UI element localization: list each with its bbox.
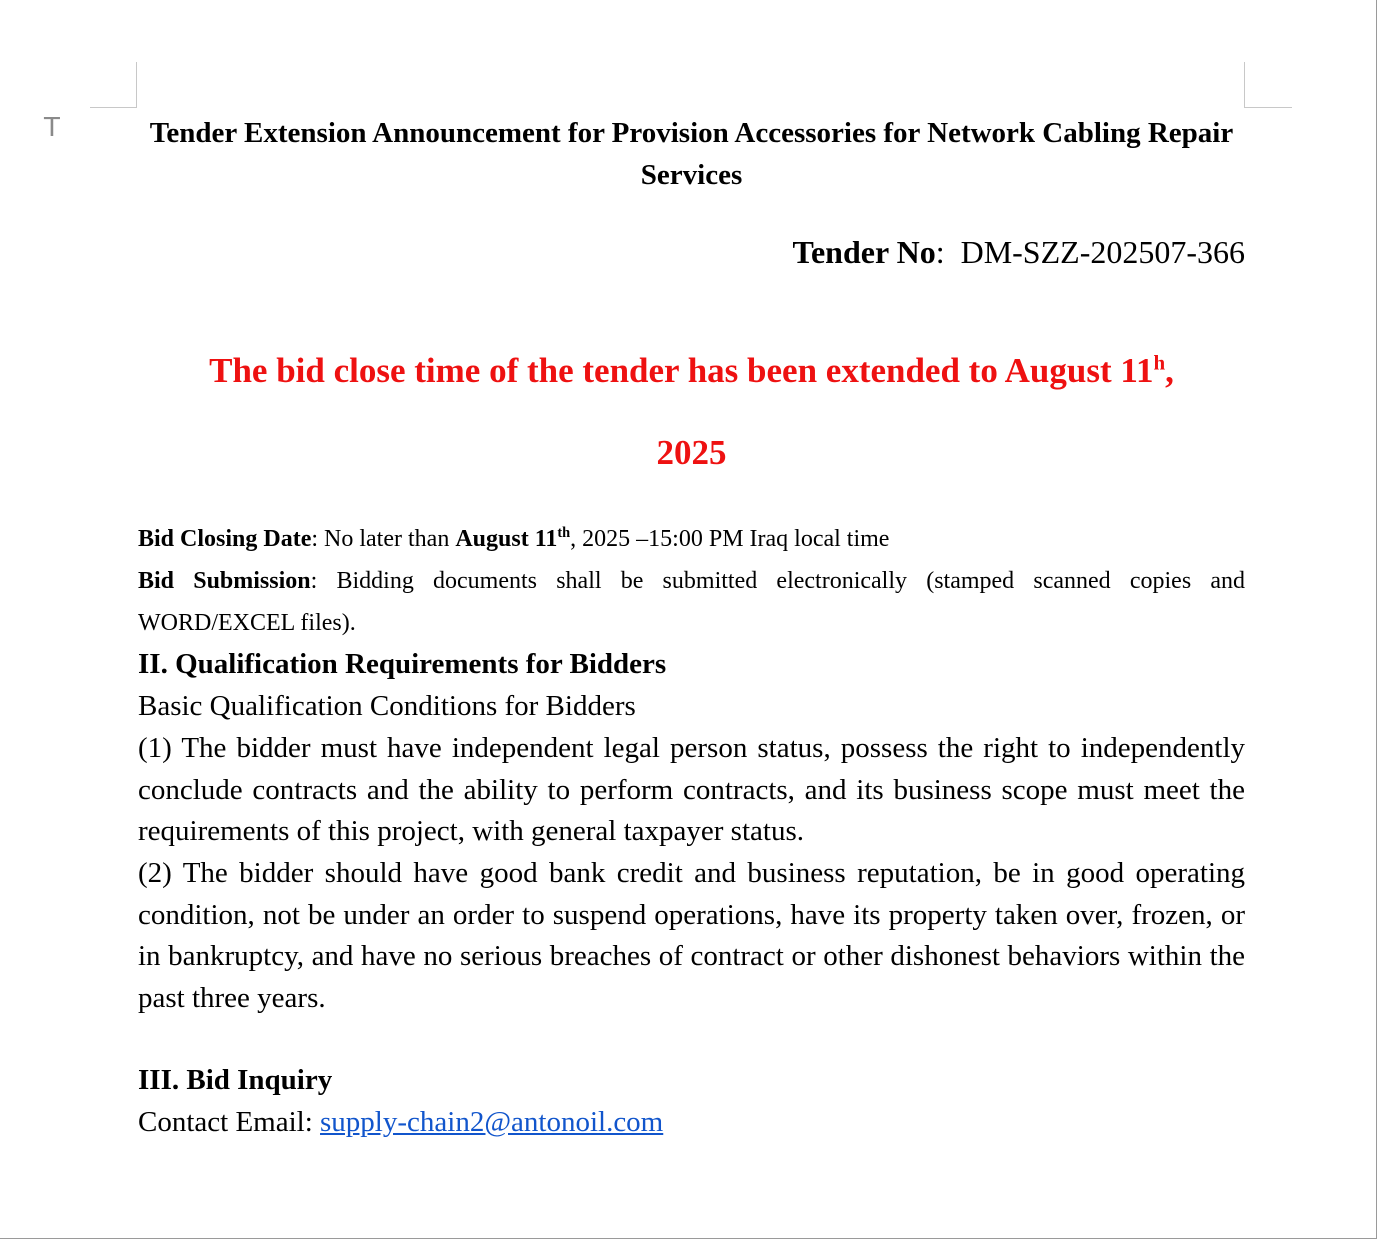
bid-closing-date-bold: August 11 <box>455 526 558 552</box>
extension-notice-year: 2025 <box>656 433 727 472</box>
bid-closing-text-before: No later than <box>318 526 456 552</box>
section-3-heading[interactable]: III. Bid Inquiry <box>138 1064 333 1096</box>
bid-closing-date-sup: th <box>557 525 571 541</box>
requirement-2[interactable]: (2) The bidder should have good bank credit and business reputation, be in good operating condition, not be under an order to suspend operations, have its property taken over, frozen, or in bankruptcy, and have no serious breaches of contract or other dishonest behaviors within the past three years. <box>138 857 1245 1014</box>
extension-notice-comma: , <box>1165 351 1174 390</box>
crop-mark-top-left-vertical <box>136 62 137 108</box>
bid-submission-text: Bidding documents shall be submitted electronically (stamped scanned copies and WORD/EXCEL files). <box>138 568 1246 636</box>
document-title[interactable]: Tender Extension Announcement for Provision Accessories for Network Cabling Repair Services <box>149 117 1234 191</box>
tender-number-label: Tender No <box>792 234 936 270</box>
extension-notice-superscript: h <box>1153 350 1166 375</box>
section-2-heading[interactable]: II. Qualification Requirements for Bidders <box>138 648 667 680</box>
tender-number[interactable] <box>138 230 1245 274</box>
text-cursor-icon: T <box>44 113 60 143</box>
bid-submission-colon: : <box>310 568 318 594</box>
bid-closing-text-after: , 2025 –15:00 PM Iraq local time <box>570 526 890 552</box>
contact-email-label: Contact Email: <box>138 1106 321 1138</box>
requirement-1[interactable]: (1) The bidder must have independent legal person status, possess the right to independently conclude contracts and the ability to perform contracts, and its business scope must meet the requirements of this project, with general taxpayer status. <box>138 732 1245 847</box>
bid-closing-date[interactable] <box>138 518 1245 560</box>
section-2-subheading[interactable]: Basic Qualification Conditions for Bidders <box>138 690 636 722</box>
crop-mark-top-right-vertical <box>1244 62 1245 108</box>
bid-submission[interactable] <box>138 560 1245 644</box>
bid-closing-colon: : <box>311 526 319 552</box>
extension-notice-text: The bid close time of the tender has been extended to August 11 <box>209 351 1154 390</box>
crop-mark-top-left-horizontal <box>90 107 137 108</box>
crop-mark-top-right-horizontal <box>1244 107 1292 108</box>
tender-number-value: DM-SZZ-202507-366 <box>960 234 1245 270</box>
contact-email-link[interactable]: supply-chain2@antonoil.com <box>320 1106 664 1138</box>
tender-number-separator: : <box>935 234 945 270</box>
extension-notice[interactable] <box>138 330 1245 494</box>
contact-email-line[interactable] <box>138 1102 1245 1144</box>
bid-submission-label: Bid Submission <box>138 568 311 594</box>
bid-closing-label: Bid Closing Date <box>138 526 312 552</box>
